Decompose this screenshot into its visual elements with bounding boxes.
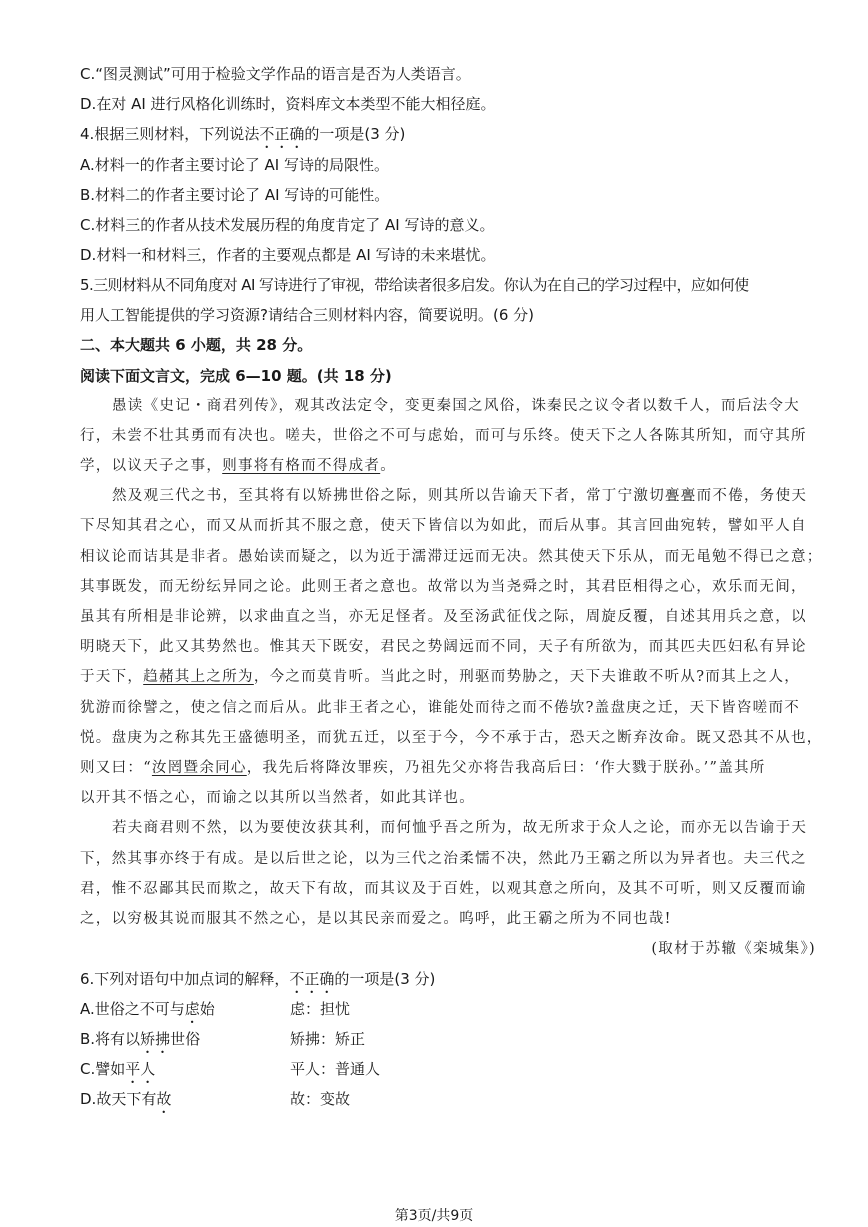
q3-option-d: D.在对 AI 进行风格化训练时，资料库文本类型不能大相径庭。	[80, 95, 496, 113]
passage-line: 下尽知其君之心，而又从而折其不服之意，使天下皆信以为如此，而后从事。其言回曲宛转，譬如平人自	[80, 518, 807, 534]
passage-line: 之，以穷极其说而服其不然之心，是以其民亲而爱之。呜呼，此王霸之所为不同也哉!	[80, 911, 672, 927]
q6-stem-post: 的一项是(3 分)	[334, 970, 436, 988]
passage-line	[80, 758, 766, 778]
passage-line: 以开其不悟之心，而谕之以其所以当然者，如此其详也。	[80, 790, 475, 806]
q6-stem	[80, 969, 435, 997]
option-text: C.譬如	[80, 1060, 126, 1078]
passage-line: 愚读《史记・商君列传》，观其改法定令，变更秦国之风俗，诛秦民之议令者以数千人，而后法令大	[112, 398, 800, 414]
passage-line	[80, 667, 800, 687]
q3-option-c: C.“图灵测试”可用于检验文学作品的语言是否为人类语言。	[80, 65, 471, 83]
option-text: 世俗	[170, 1030, 201, 1048]
passage-line: 君，惟不忍鄙其民而欺之，故天下有故，而其议及于百姓，以观其意之所向，及其不可听，则又反覆而谕	[80, 881, 807, 897]
dotted-word: 矫拂	[140, 1030, 171, 1048]
underlined-sentence: 趋赭其上之所为	[143, 669, 254, 685]
passage-line: 虽其有所相是非论辨，以求曲直之当，亦无足怪者。及至汤武征伐之际，周旋反覆，自述其用兵之意，以	[80, 609, 807, 625]
passage-text: 。	[380, 458, 397, 474]
q6-stem-pre: 6.下列对语句中加点词的解释，	[80, 970, 290, 988]
option-text: B.将有以	[80, 1030, 141, 1048]
passage-source: (取材于苏辙《栾城集》)	[651, 941, 816, 957]
passage-text: 于天下，	[80, 669, 144, 685]
q6-option-d	[80, 1089, 171, 1117]
dotted-word: 故	[156, 1090, 172, 1108]
passage-line: 相议论而诘其是非者。愚始读而疑之，以为近于濡滞迂远而无决。然其使天下乐从，而无黾勉不得已之意；	[80, 549, 823, 565]
option-text: D.故天下有	[80, 1090, 157, 1108]
q6-option-a-explanation: 虑：担忧	[290, 1000, 351, 1018]
underlined-sentence: 则事将有格而不得成者	[222, 458, 381, 474]
passage-text: ，今之而莫肯听。当此之时，刑驱而势胁之，天下夫谁敢不听从?而其上之人，	[253, 669, 801, 685]
passage-line: 下，然其事亦终于有成。是以后世之论，以为三代之治柔懦不决，然此乃王霸之所以为异者也。夫三代之	[80, 851, 807, 867]
passage-line: 明晓天下，此又其势然也。惟其天下既安，君民之势阔远而不同，天子有所欲为，而其匹夫匹妇私有异论	[80, 639, 807, 655]
q4-stem	[80, 124, 405, 152]
passage-line: 然及观三代之书，至其将有以矫拂世俗之际，则其所以告谕天下者，常丁宁激切亹亹而不倦，务使天	[112, 488, 808, 504]
option-text: 始	[199, 1000, 215, 1018]
passage-line: 其事既发，而无纷纭异同之论。此则王者之意也。故常以为当尧舜之时，其君臣相得之心，欢乐而无间，	[80, 579, 807, 595]
passage-text: 则又曰：“	[80, 760, 152, 776]
reading-instruction: 阅读下面文言文，完成 6—10 题。(共 18 分)	[80, 367, 392, 385]
passage-text: ，我先后将降汝罪疾，乃祖先父亦将告我高后曰：‘作大戮于朕孙。’”盖其所	[246, 760, 766, 776]
q4-option-b: B.材料二的作者主要讨论了 AI 写诗的可能性。	[80, 186, 390, 204]
q6-stem-negation: 不正确	[289, 970, 335, 988]
q6-option-a	[80, 999, 215, 1027]
passage-line: 行，未尝不壮其勇而有决也。嗟夫，世俗之不可与虑始，而可与乐终。使天下之人各陈其所知，而守其所	[80, 428, 807, 444]
q6-option-c-explanation: 平人：普通人	[290, 1060, 381, 1078]
q4-option-a: A.材料一的作者主要讨论了 AI 写诗的局限性。	[80, 156, 389, 174]
page-number: 第3页/共9页	[394, 1208, 474, 1224]
q4-option-d: D.材料一和材料三，作者的主要观点都是 AI 写诗的未来堪忧。	[80, 246, 496, 264]
q4-stem-negation: 不正确	[259, 125, 305, 143]
underlined-sentence: 汝罔暨余同心	[151, 760, 247, 776]
q6-option-c	[80, 1059, 155, 1087]
passage-line	[80, 456, 396, 476]
dotted-word: 平人	[125, 1060, 156, 1078]
q5-stem-line2: 用人工智能提供的学习资源?请结合三则材料内容，简要说明。(6 分)	[80, 306, 534, 324]
q4-option-c: C.材料三的作者从技术发展历程的角度肯定了 AI 写诗的意义。	[80, 216, 495, 234]
q6-option-b-explanation: 矫拂：矫正	[290, 1030, 366, 1048]
q4-stem-pre: 4.根据三则材料，下列说法	[80, 125, 260, 143]
q4-stem-post: 的一项是(3 分)	[304, 125, 406, 143]
q5-stem-line1: 5.三则材料从不同角度对 AI 写诗进行了审视，带给读者很多启发。你认为在自己的学习过程中，应如何使	[80, 276, 749, 294]
option-text: A.世俗之不可与	[80, 1000, 185, 1018]
passage-line: 犹游而徐譬之，使之信之而后从。此非王者之心，谁能处而待之而不倦欤?盖盘庚之迁，天下皆咨嗟而不	[80, 700, 801, 716]
passage-line: 若夫商君则不然，以为要使汝获其利，而何恤乎吾之所为，故无所求于众人之论，而亦无以告谕于天	[112, 820, 808, 836]
dotted-word: 虑	[184, 1000, 200, 1018]
q6-option-d-explanation: 故：变故	[290, 1090, 351, 1108]
q6-option-b	[80, 1029, 200, 1057]
passage-line: 悦。盘庚为之称其先王盛德明圣，而犹五迁，以至于今，今不承于古，恐天之断弃汝命。既又恐其不从也，	[80, 730, 823, 746]
section-two-heading: 二、本大题共 6 小题，共 28 分。	[80, 336, 313, 354]
passage-text: 学，以议天子之事，	[80, 458, 223, 474]
